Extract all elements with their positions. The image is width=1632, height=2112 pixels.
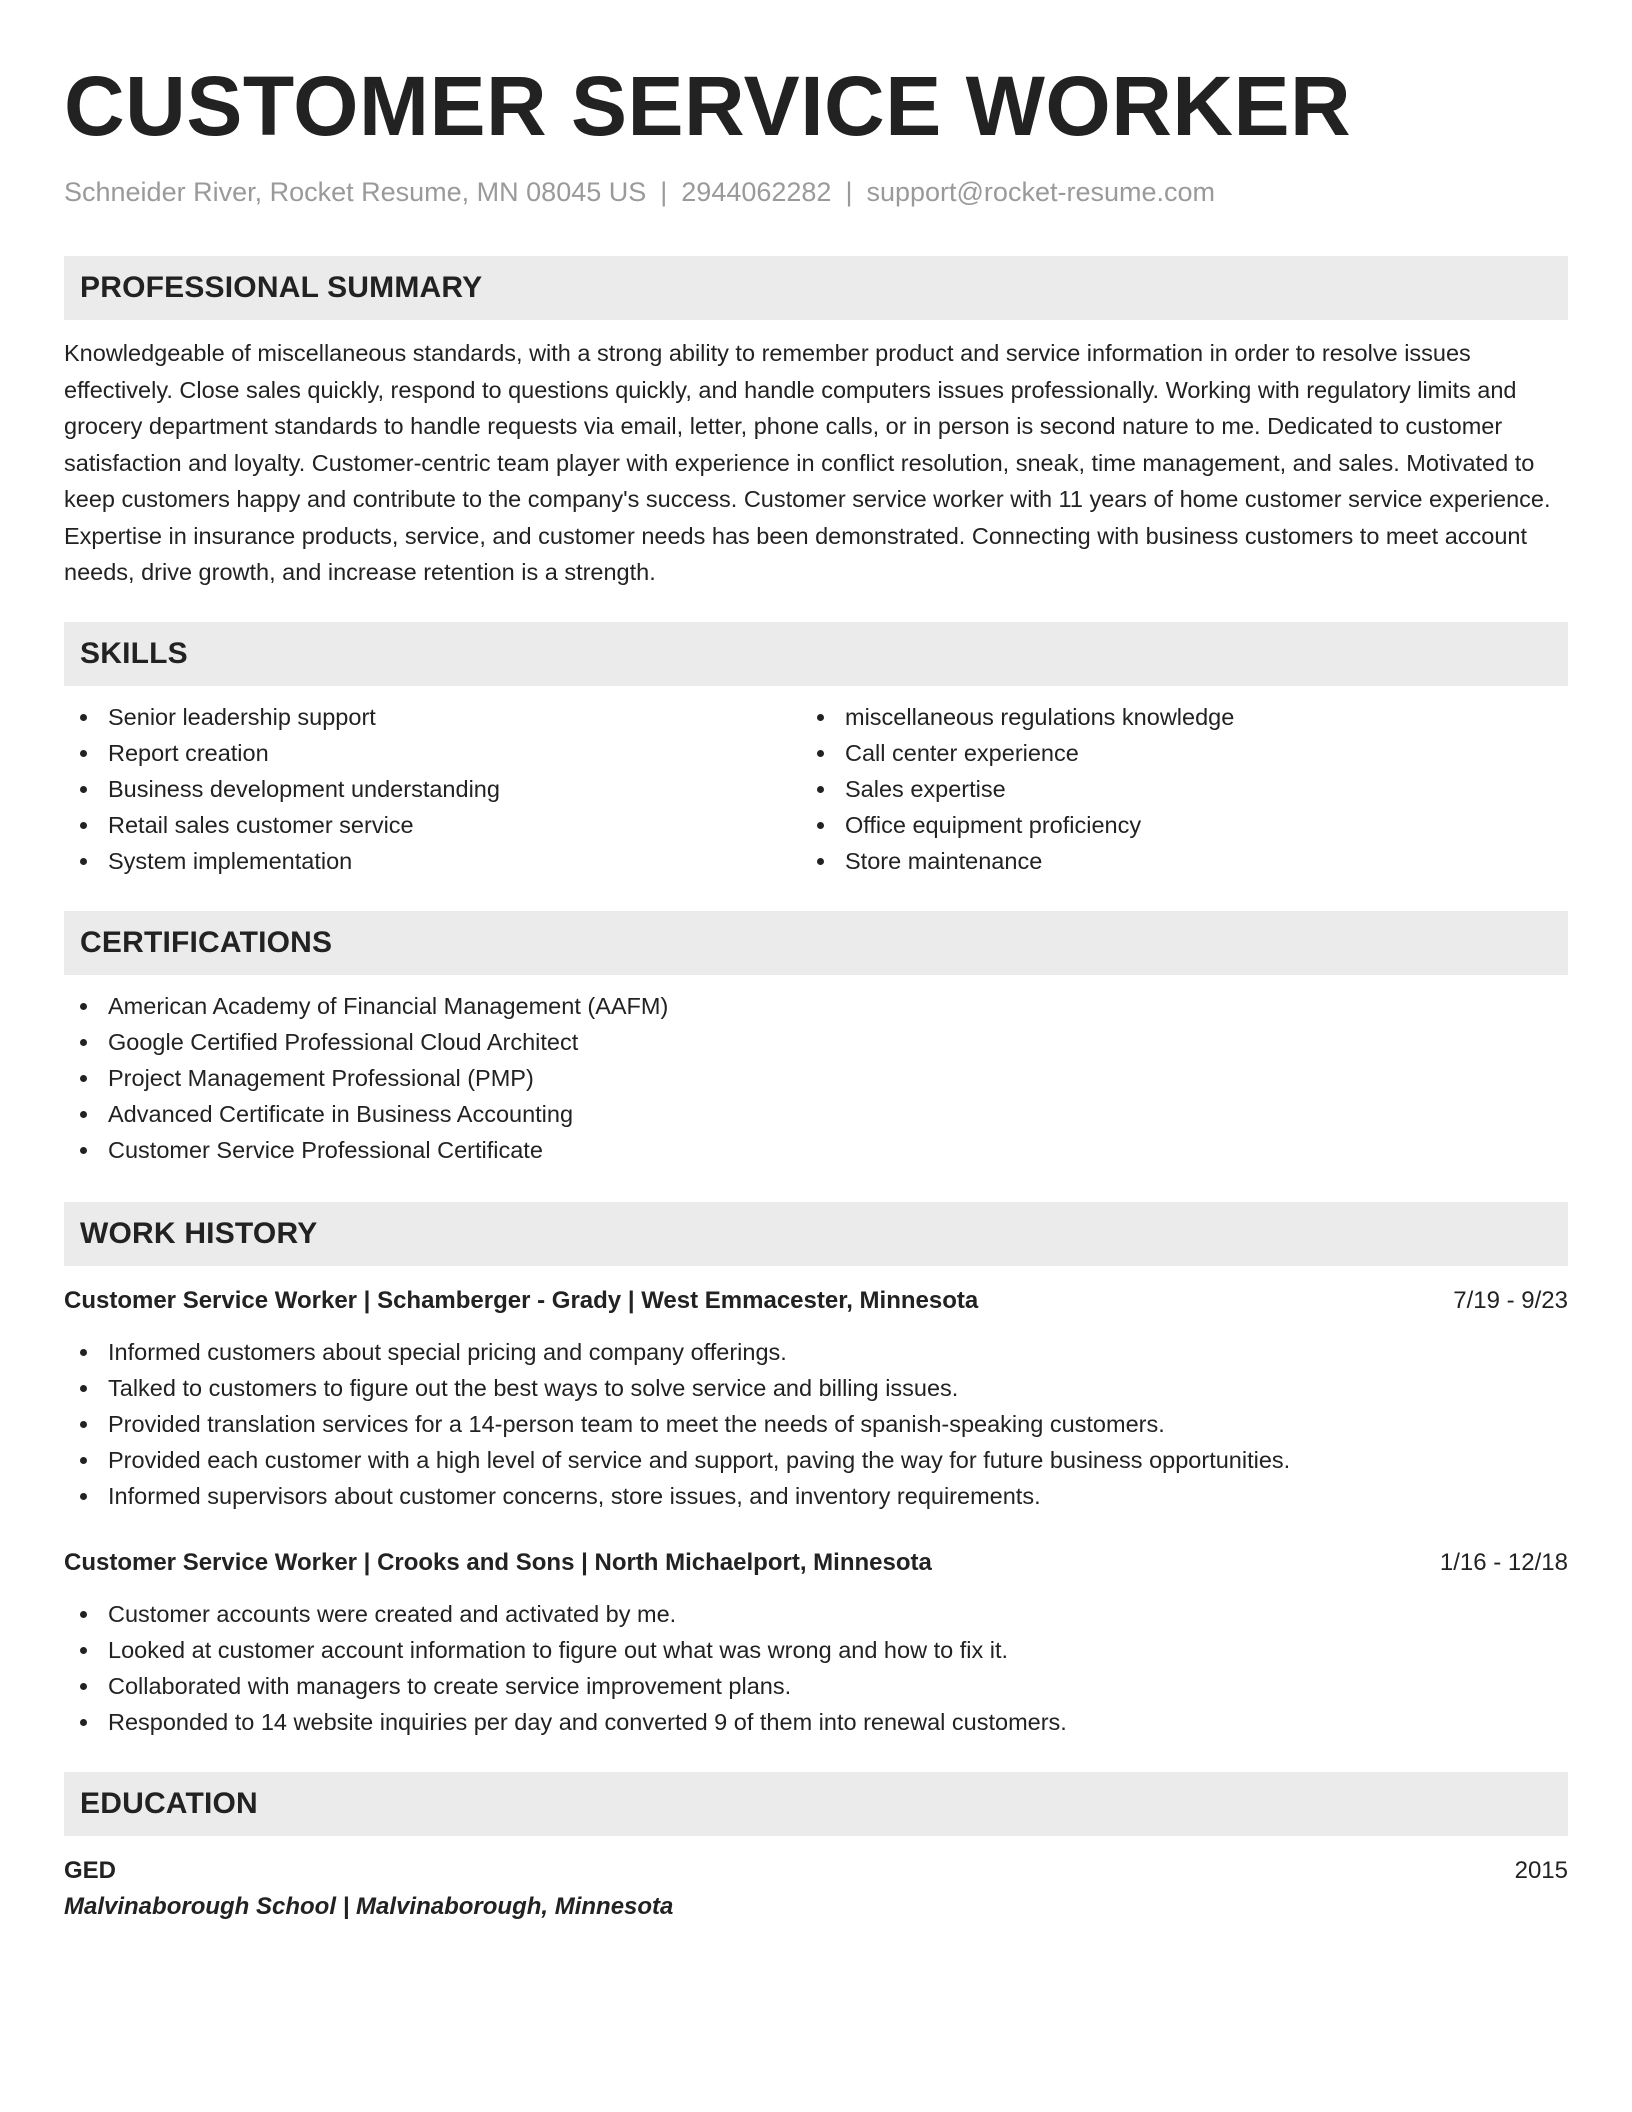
education-degree: GED — [64, 1856, 117, 1884]
resume-name: CUSTOMER SERVICE WORKER — [64, 59, 1352, 153]
contact-email: support@rocket-resume.com — [866, 177, 1215, 207]
education-header — [64, 1853, 1568, 1889]
job-dates: 7/19 - 9/23 — [1453, 1286, 1568, 1314]
skills-grid — [64, 699, 1568, 879]
job-header — [64, 1545, 1568, 1581]
summary-text: Knowledgeable of miscellaneous standards, with a strong ability to remember product and service information in order to resolve issues effectively. Close sales quickly, respond to questions quickly, and handle computers issues professionally. Working with regulatory limits and grocery department standards to handle requests via email, letter, phone calls, or in person is second nature to me. Dedicated to customer satisfaction and loyalty. Customer-centric team player with experience in conflict resolution, sneak, time management, and sales. Motivated to keep customers happy and contribute to the company's success. Customer service worker with 11 years of home customer service experience. Expertise in insurance products, service, and customer needs has been demonstrated. Connecting with business customers to meet account needs, drive growth, and increase retention is a strength. — [64, 340, 1551, 585]
certifications-heading: CERTIFICATIONS — [64, 911, 1568, 975]
certification-item: American Academy of Financial Management (AAFM) — [64, 988, 1568, 1024]
certification-item: Google Certified Professional Cloud Architect — [64, 1024, 1568, 1060]
job-bullets — [64, 1596, 1568, 1740]
contact-separator: | — [845, 177, 853, 207]
job-bullet: Customer accounts were created and activated by me. — [64, 1596, 1568, 1632]
skill-item: Office equipment proficiency — [801, 807, 1538, 843]
education-heading: EDUCATION — [64, 1772, 1568, 1836]
contact-separator: | — [660, 177, 668, 207]
job-title: Customer Service Worker | Crooks and Sons | North Michaelport, Minnesota — [64, 1548, 932, 1576]
skill-item: miscellaneous regulations knowledge — [801, 699, 1538, 735]
contact-phone: 2944062282 — [681, 177, 832, 207]
job-bullet: Talked to customers to figure out the best ways to solve service and billing issues. — [64, 1370, 1568, 1406]
education-year: 2015 — [1514, 1856, 1568, 1884]
skill-item: Report creation — [64, 735, 801, 771]
job-bullets — [64, 1334, 1568, 1514]
job-bullet: Informed customers about special pricing and company offerings. — [64, 1334, 1568, 1370]
contact-address: Schneider River, Rocket Resume, MN 08045 US — [64, 177, 647, 207]
job-dates: 1/16 - 12/18 — [1439, 1548, 1568, 1576]
certification-item: Customer Service Professional Certificate — [64, 1132, 1568, 1168]
job-bullet: Looked at customer account information to figure out what was wrong and how to fix it. — [64, 1632, 1568, 1668]
job-bullet: Responded to 14 website inquiries per day and converted 9 of them into renewal customers. — [64, 1704, 1568, 1740]
skills-column-right — [801, 699, 1538, 879]
certifications-list — [64, 988, 1568, 1168]
job-bullet: Collaborated with managers to create service improvement plans. — [64, 1668, 1568, 1704]
skill-item: Retail sales customer service — [64, 807, 801, 843]
summary-heading: PROFESSIONAL SUMMARY — [64, 256, 1568, 320]
skills-heading: SKILLS — [64, 622, 1568, 686]
skills-column-left — [64, 699, 801, 879]
job-title: Customer Service Worker | Schamberger - Grady | West Emmacester, Minnesota — [64, 1286, 979, 1314]
skill-item: Business development understanding — [64, 771, 801, 807]
job-bullet: Provided translation services for a 14-person team to meet the needs of spanish-speaking customers. — [64, 1406, 1568, 1442]
job-entry — [64, 1545, 1568, 1740]
skill-item: System implementation — [64, 843, 801, 879]
education-school: Malvinaborough School | Malvinaborough, Minnesota — [64, 1892, 674, 1920]
certification-item: Project Management Professional (PMP) — [64, 1060, 1568, 1096]
skill-item: Call center experience — [801, 735, 1538, 771]
job-header — [64, 1283, 1568, 1319]
skill-item: Store maintenance — [801, 843, 1538, 879]
job-bullet: Provided each customer with a high level of service and support, paving the way for future business opportunities. — [64, 1442, 1568, 1478]
skill-item: Senior leadership support — [64, 699, 801, 735]
job-bullet: Informed supervisors about customer concerns, store issues, and inventory requirements. — [64, 1478, 1568, 1514]
work-history-heading: WORK HISTORY — [64, 1202, 1568, 1266]
contact-line — [64, 175, 1568, 209]
job-entry — [64, 1283, 1568, 1514]
skill-item: Sales expertise — [801, 771, 1538, 807]
certification-item: Advanced Certificate in Business Accounting — [64, 1096, 1568, 1132]
